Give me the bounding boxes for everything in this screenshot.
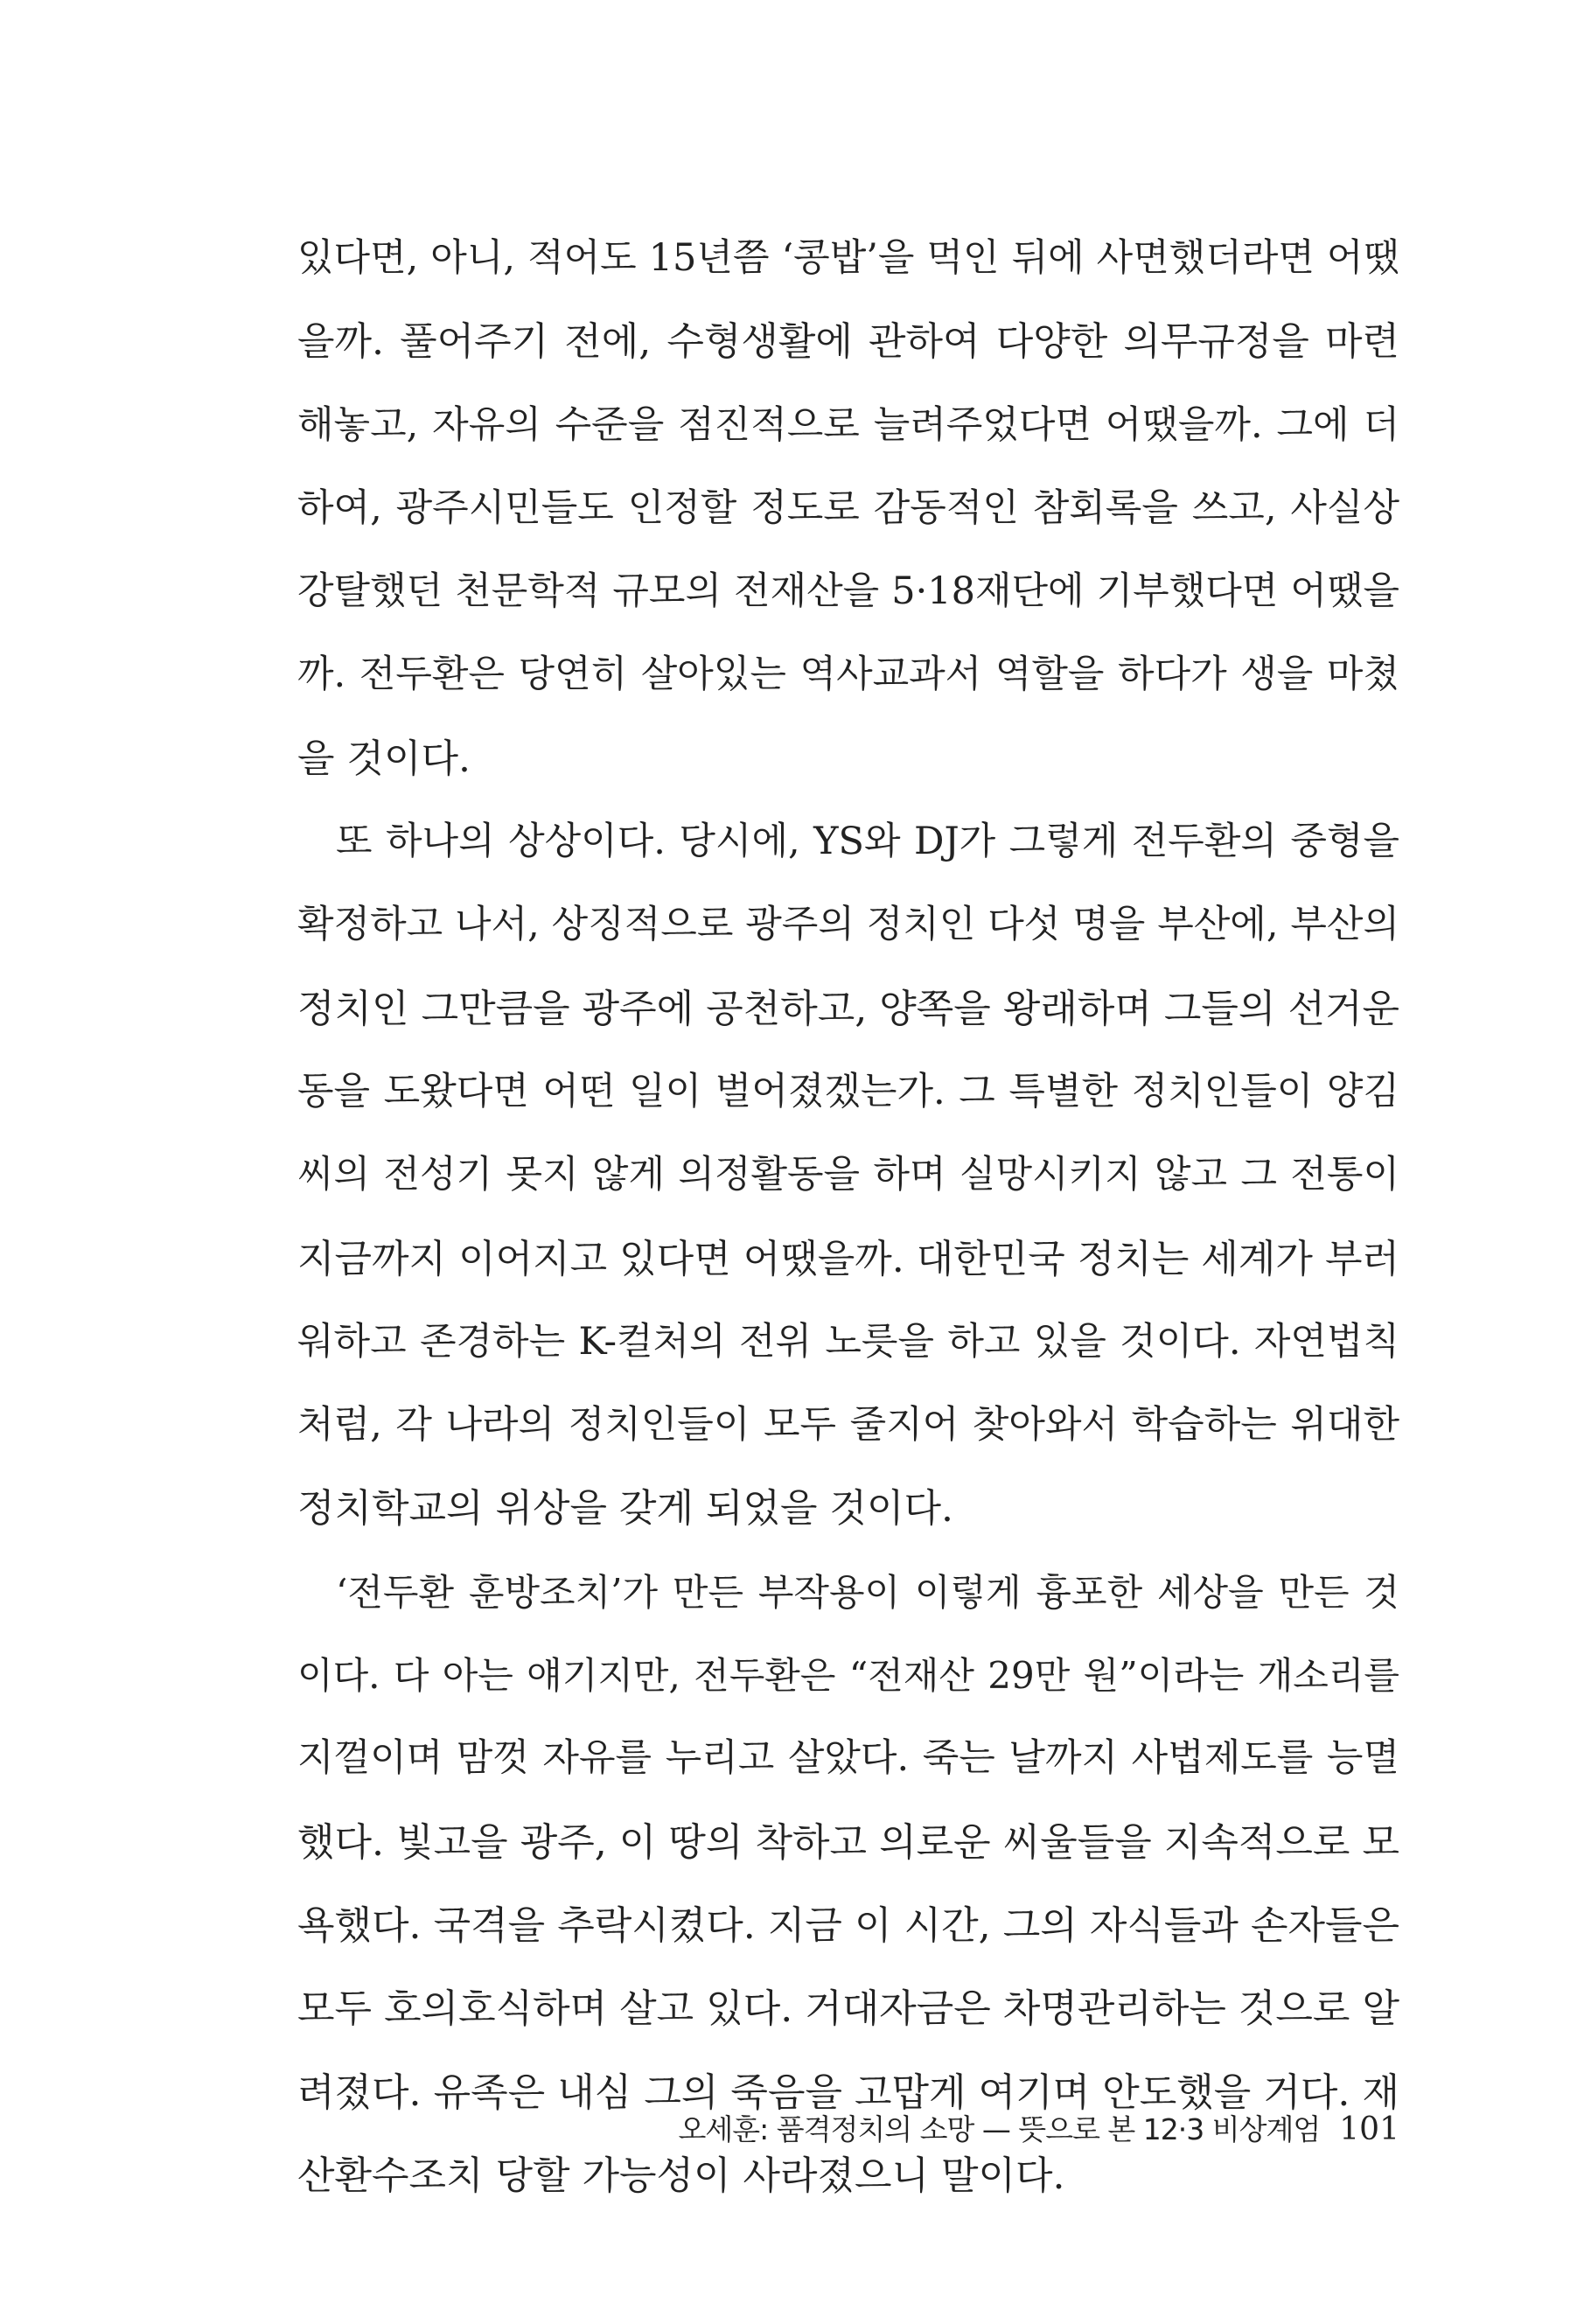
body-text <box>297 217 1399 2217</box>
text-line: 확정하고 나서, 상징적으로 광주의 정치인 다섯 명을 부산에, 부산의 <box>297 903 1399 947</box>
text-line: 산환수조치 당할 가능성이 사라졌으니 말이다. <box>297 2153 1065 2198</box>
running-title: 오세훈: 품격정치의 소망 — 뜻으로 본 12·3 비상계엄 <box>678 2112 1321 2146</box>
text-line: 이다. 다 아는 얘기지만, 전두환은 “전재산 29만 원”이라는 개소리를 <box>297 1654 1399 1698</box>
text-line: 을 것이다. <box>297 736 471 781</box>
text-line: 모두 호의호식하며 살고 있다. 거대자금은 차명관리하는 것으로 알 <box>297 1986 1399 2032</box>
paragraph-start-line: 또 하나의 상상이다. 당시에, YS와 DJ가 그렇게 전두환의 중형을 <box>336 820 1399 864</box>
text-line: 해놓고, 자유의 수준을 점진적으로 늘려주었다면 어땠을까. 그에 더 <box>297 402 1399 447</box>
text-line: 까. 전두환은 당연히 살아있는 역사교과서 역할을 하다가 생을 마쳤 <box>297 653 1399 697</box>
text-line: 려졌다. 유족은 내심 그의 죽음을 고맙게 여기며 안도했을 거다. 재 <box>297 2069 1399 2115</box>
text-line: 씨의 전성기 못지 않게 의정활동을 하며 실망시키지 않고 그 전통이 <box>297 1153 1399 1197</box>
text-line: 있다면, 아니, 적어도 15년쯤 ‘콩밥’을 먹인 뒤에 사면했더라면 어땠 <box>297 236 1399 280</box>
text-line: 워하고 존경하는 K-컬처의 전위 노릇을 하고 있을 것이다. 자연법칙 <box>297 1319 1399 1364</box>
text-line: 정치학교의 위상을 갖게 되었을 것이다. <box>297 1486 953 1532</box>
paragraph-start-line: ‘전두환 훈방조치’가 만든 부작용이 이렇게 흉포한 세상을 만든 것 <box>336 1570 1399 1614</box>
page-footer <box>297 2099 1399 2160</box>
text-line: 욕했다. 국격을 추락시켰다. 지금 이 시간, 그의 자식들과 손자들은 <box>297 1902 1399 1948</box>
text-line: 정치인 그만큼을 광주에 공천하고, 양쪽을 왕래하며 그들의 선거운 <box>297 986 1399 1031</box>
text-line: 지금까지 이어지고 있다면 어땠을까. 대한민국 정치는 세계가 부러 <box>297 1236 1399 1281</box>
page-number: 101 <box>1339 2111 1399 2147</box>
text-line: 동을 도왔다면 어떤 일이 벌어졌겠는가. 그 특별한 정치인들이 양김 <box>297 1069 1399 1113</box>
text-line: 했다. 빛고을 광주, 이 땅의 착하고 의로운 씨울들을 지속적으로 모 <box>297 1819 1399 1865</box>
text-line: 지껄이며 맘껏 자유를 누리고 살았다. 죽는 날까지 사법제도를 능멸 <box>297 1736 1399 1781</box>
text-line: 하여, 광주시민들도 인정할 정도로 감동적인 참회록을 쓰고, 사실상 <box>297 485 1399 530</box>
text-line: 처럼, 각 나라의 정치인들이 모두 줄지어 찾아와서 학습하는 위대한 <box>297 1403 1399 1448</box>
text-line: 을까. 풀어주기 전에, 수형생활에 관하여 다양한 의무규정을 마련 <box>297 319 1399 365</box>
text-line: 강탈했던 천문학적 규모의 전재산을 5·18재단에 기부했다면 어땠을 <box>297 569 1399 614</box>
